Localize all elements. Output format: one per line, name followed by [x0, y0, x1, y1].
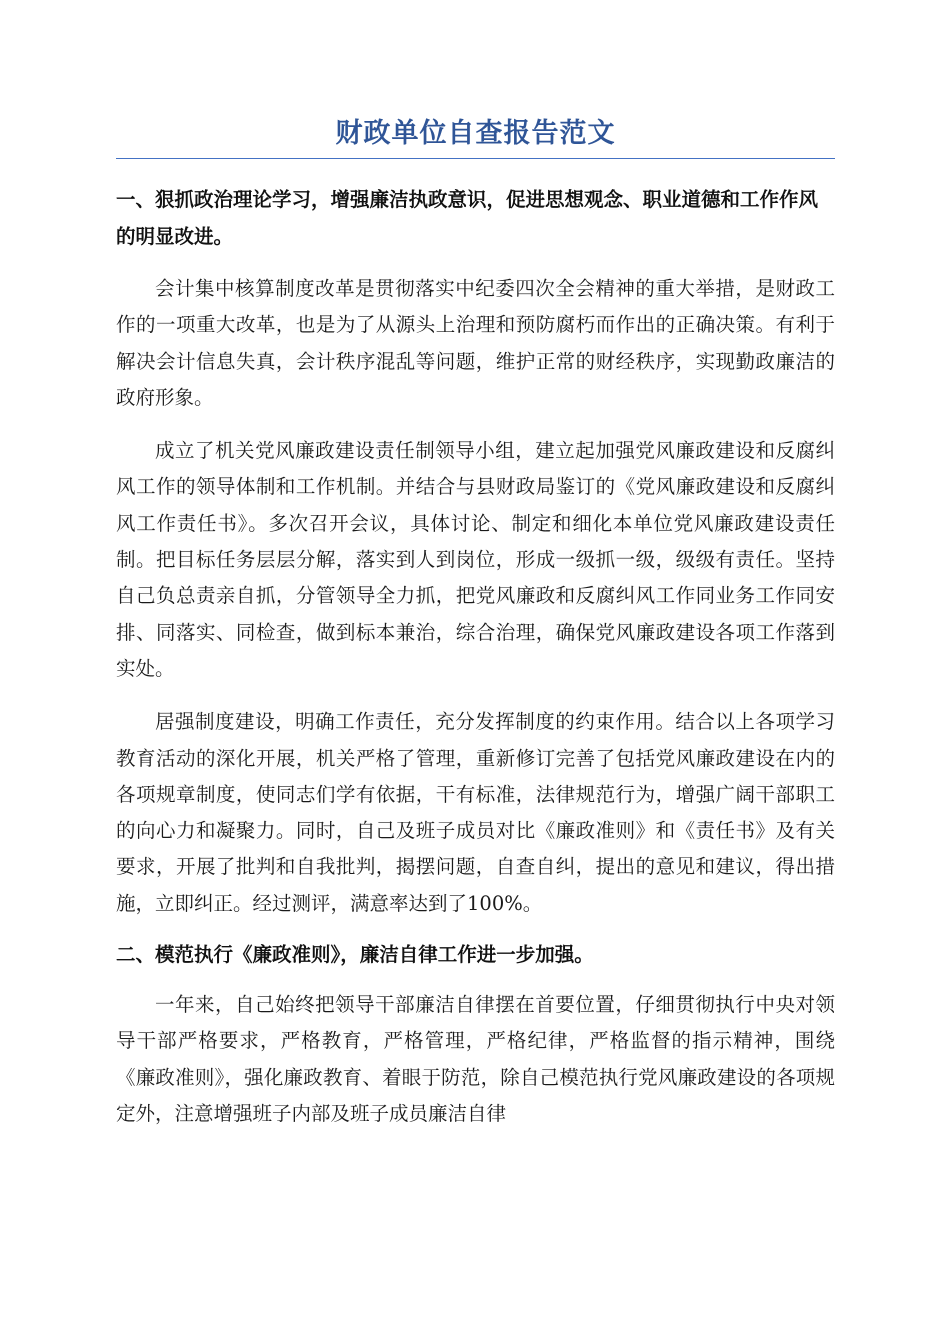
section-heading-1: 一、狠抓政治理论学习，增强廉洁执政意识，促进思想观念、职业道德和工作作风的明显改进。	[116, 188, 819, 248]
section-2-paragraph-1: 一年来，自己始终把领导干部廉洁自律摆在首要位置，仔细贯彻执行中央对领导干部严格要求，严格教育，严格管理，严格纪律，严格监督的指示精神，围绕《廉政准则》，强化廉政教育、着眼于防范，除自己模范执行党风廉政建设的各项规定外，注意增强班子内部及班子成员廉洁自律	[116, 993, 835, 1125]
section-1-paragraph-1: 会计集中核算制度改革是贯彻落实中纪委四次全会精神的重大举措，是财政工作的一项重大改革，也是为了从源头上治理和预防腐朽而作出的正确决策。有利于解决会计信息失真，会计秩序混乱等问题，维护正常的财经秩序，实现勤政廉洁的政府形象。	[116, 277, 835, 409]
document-page	[116, 112, 835, 1132]
document-title: 财政单位自查报告范文	[116, 112, 835, 159]
section-1-paragraph-3: 居强制度建设，明确工作责任，充分发挥制度的约束作用。结合以上各项学习教育活动的深化开展，机关严格了管理，重新修订完善了包括党风廉政建设在内的各项规章制度，使同志们学有依据，干有标准，法律规范行为，增强广阔干部职工的向心力和凝聚力。同时，自己及班子成员对比《廉政准则》和《责任书》及有关要求，开展了批判和自我批判，揭摆问题，自查自纠，提出的意见和建议，得出措施，立即纠正。经过测评，满意率达到了100%。	[116, 710, 835, 915]
section-1-paragraph-2: 成立了机关党风廉政建设责任制领导小组，建立起加强党风廉政建设和反腐纠风工作的领导体制和工作机制。并结合与县财政局鉴订的《党风廉政建设和反腐纠风工作责任书》。多次召开会议，具体讨论、制定和细化本单位党风廉政建设责任制。把目标任务层层分解，落实到人到岗位，形成一级抓一级，级级有责任。坚持自己负总责亲自抓，分管领导全力抓，把党风廉政和反腐纠风工作同业务工作同安排、同落实、同检查，做到标本兼治，综合治理，确保党风廉政建设各项工作落到实处。	[116, 439, 835, 680]
section-heading-2: 二、模范执行《廉政准则》，廉洁自律工作进一步加强。	[116, 943, 594, 967]
